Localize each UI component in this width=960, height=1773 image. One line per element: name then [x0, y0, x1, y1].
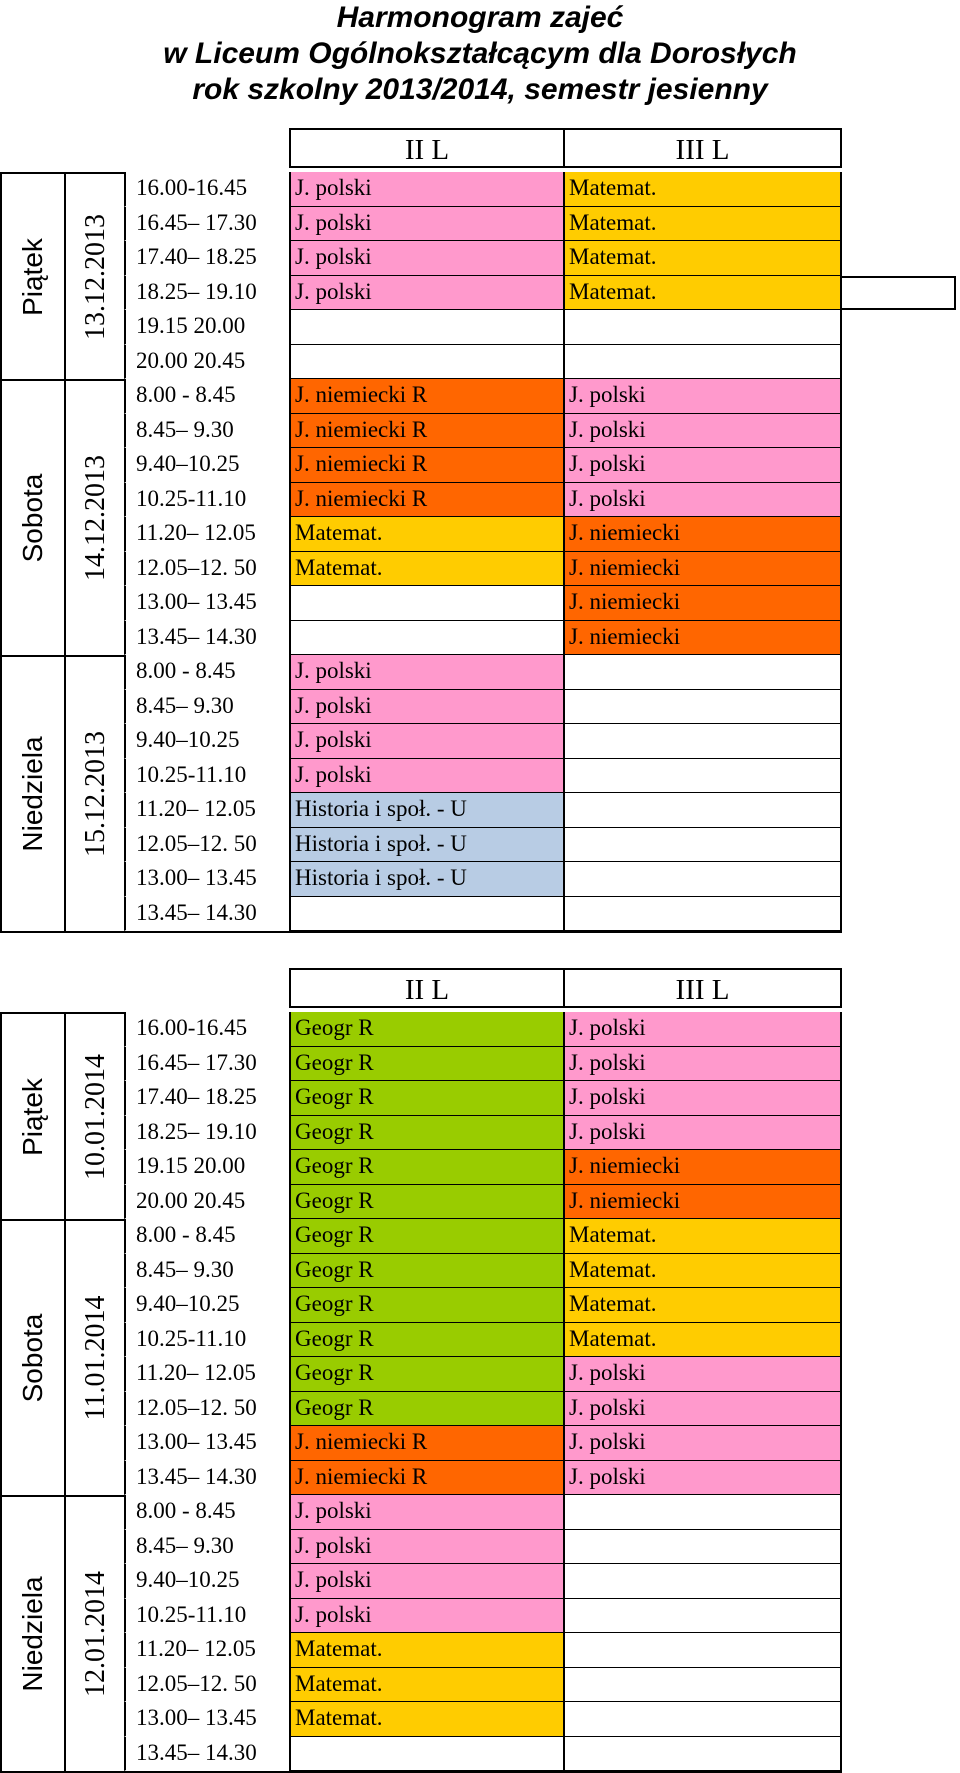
time-cell: 11.20– 12.05 — [124, 1633, 289, 1668]
schedule-row — [0, 621, 960, 656]
schedule-row — [0, 1426, 960, 1461]
subject-cell-ii-l: Geogr R — [289, 1185, 565, 1220]
subject-cell-iii-l: Matemat. — [565, 172, 842, 207]
time-cell: 12.05–12. 50 — [124, 828, 289, 863]
time-cell: 8.00 - 8.45 — [124, 379, 289, 414]
subject-cell-iii-l — [565, 1599, 842, 1634]
schedule-row — [0, 897, 960, 932]
subject-cell-iii-l — [565, 828, 842, 863]
subject-cell-iii-l: J. niemiecki — [565, 1185, 842, 1220]
time-cell: 16.45– 17.30 — [124, 1047, 289, 1082]
subject-cell-ii-l: J. polski — [289, 759, 565, 794]
day-label: Piątek — [17, 1077, 48, 1156]
subject-cell-ii-l: Matemat. — [289, 1633, 565, 1668]
date-label: 14.12.2013 — [80, 455, 111, 581]
subject-cell-iii-l — [565, 1633, 842, 1668]
time-cell: 18.25– 19.10 — [124, 276, 289, 311]
schedule-row — [0, 1047, 960, 1082]
schedule-row — [0, 483, 960, 518]
day-label: Niedziela — [17, 1576, 48, 1692]
subject-cell-ii-l: Geogr R — [289, 1254, 565, 1289]
subject-cell-ii-l: Geogr R — [289, 1357, 565, 1392]
subject-cell-iii-l — [565, 1564, 842, 1599]
subject-cell-ii-l: Matemat. — [289, 552, 565, 587]
date-label: 15.12.2013 — [80, 731, 111, 857]
schedule-row — [0, 862, 960, 897]
subject-cell-iii-l: Matemat. — [565, 1219, 842, 1254]
time-cell: 11.20– 12.05 — [124, 517, 289, 552]
date-label: 10.01.2014 — [80, 1053, 111, 1180]
time-cell: 13.00– 13.45 — [124, 1702, 289, 1737]
time-cell: 16.00-16.45 — [124, 1012, 289, 1047]
subject-cell-iii-l — [565, 1495, 842, 1530]
time-cell: 10.25-11.10 — [124, 759, 289, 794]
table-bottom-border — [124, 931, 842, 933]
day-label: Sobota — [17, 1313, 48, 1403]
schedule-row — [0, 1461, 960, 1496]
subject-cell-iii-l: J. polski — [565, 1012, 842, 1047]
schedule-row — [0, 759, 960, 794]
schedule-row — [0, 1185, 960, 1220]
subject-cell-iii-l: J. niemiecki — [565, 621, 842, 656]
time-cell: 10.25-11.10 — [124, 483, 289, 518]
column-header-iii-l: III L — [565, 128, 842, 168]
subject-cell-iii-l — [565, 759, 842, 794]
schedule-table-december — [0, 128, 960, 928]
time-cell: 11.20– 12.05 — [124, 793, 289, 828]
schedule-row — [0, 1081, 960, 1116]
schedule-row — [0, 1599, 960, 1634]
subject-cell-ii-l — [289, 345, 565, 380]
subject-cell-iii-l: J. polski — [565, 1357, 842, 1392]
schedule-row — [0, 1116, 960, 1151]
time-cell: 20.00 20.45 — [124, 1185, 289, 1220]
subject-cell-ii-l: Geogr R — [289, 1116, 565, 1151]
schedule-row — [0, 586, 960, 621]
subject-cell-iii-l: J. niemiecki — [565, 517, 842, 552]
subject-cell-ii-l: J. polski — [289, 172, 565, 207]
time-cell: 9.40–10.25 — [124, 1564, 289, 1599]
time-cell: 10.25-11.10 — [124, 1323, 289, 1358]
time-cell: 17.40– 18.25 — [124, 241, 289, 276]
subject-cell-iii-l — [565, 1530, 842, 1565]
subject-cell-iii-l: J. niemiecki — [565, 586, 842, 621]
time-cell: 19.15 20.00 — [124, 1150, 289, 1185]
time-cell: 8.00 - 8.45 — [124, 655, 289, 690]
subject-cell-iii-l: Matemat. — [565, 1323, 842, 1358]
subject-cell-ii-l: Geogr R — [289, 1392, 565, 1427]
schedule-row — [0, 1668, 960, 1703]
column-header-ii-l: II L — [289, 968, 565, 1008]
schedule-row — [0, 207, 960, 242]
schedule-row — [0, 690, 960, 725]
day-label: Niedziela — [17, 736, 48, 852]
subject-cell-ii-l: J. polski — [289, 241, 565, 276]
subject-cell-ii-l: J. polski — [289, 724, 565, 759]
schedule-row — [0, 1702, 960, 1737]
subject-cell-ii-l: Geogr R — [289, 1288, 565, 1323]
subject-cell-ii-l: Geogr R — [289, 1012, 565, 1047]
schedule-table-january — [0, 968, 960, 1768]
date-label: 11.01.2014 — [80, 1295, 111, 1421]
schedule-row — [0, 1288, 960, 1323]
subject-cell-ii-l — [289, 621, 565, 656]
subject-cell-iii-l: J. niemiecki — [565, 552, 842, 587]
subject-cell-ii-l: J. polski — [289, 276, 565, 311]
schedule-row — [0, 276, 960, 311]
time-cell: 9.40–10.25 — [124, 724, 289, 759]
time-cell: 11.20– 12.05 — [124, 1357, 289, 1392]
schedule-row — [0, 828, 960, 863]
subject-cell-iii-l — [565, 862, 842, 897]
subject-cell-ii-l: J. niemiecki R — [289, 483, 565, 518]
column-header-iii-l: III L — [565, 968, 842, 1008]
schedule-row — [0, 552, 960, 587]
subject-cell-iii-l — [565, 1702, 842, 1737]
subject-cell-iii-l: Matemat. — [565, 241, 842, 276]
time-cell: 8.45– 9.30 — [124, 414, 289, 449]
subject-cell-ii-l: Matemat. — [289, 1702, 565, 1737]
subject-cell-iii-l — [565, 310, 842, 345]
time-cell: 8.45– 9.30 — [124, 1530, 289, 1565]
subject-cell-ii-l: Geogr R — [289, 1219, 565, 1254]
column-header-ii-l: II L — [289, 128, 565, 168]
subject-cell-iii-l — [565, 724, 842, 759]
subject-cell-ii-l: Geogr R — [289, 1150, 565, 1185]
schedule-row — [0, 1150, 960, 1185]
date-label: 13.12.2013 — [80, 213, 111, 340]
title-line-2: w Liceum Ogólnokształcącym dla Dorosłych — [163, 37, 797, 70]
schedule-row — [0, 1392, 960, 1427]
subject-cell-ii-l: J. polski — [289, 655, 565, 690]
time-cell: 13.00– 13.45 — [124, 586, 289, 621]
schedule-row — [0, 345, 960, 380]
subject-cell-ii-l: J. polski — [289, 1530, 565, 1565]
time-cell: 8.00 - 8.45 — [124, 1495, 289, 1530]
schedule-row — [0, 379, 960, 414]
time-cell: 16.00-16.45 — [124, 172, 289, 207]
subject-cell-iii-l: Matemat. — [565, 1254, 842, 1289]
time-cell: 10.25-11.10 — [124, 1599, 289, 1634]
schedule-row — [0, 241, 960, 276]
schedule-row — [0, 724, 960, 759]
time-cell: 8.45– 9.30 — [124, 690, 289, 725]
time-cell: 12.05–12. 50 — [124, 552, 289, 587]
title-line-3: rok szkolny 2013/2014, semestr jesienny — [192, 73, 768, 106]
time-cell: 13.00– 13.45 — [124, 862, 289, 897]
time-cell: 20.00 20.45 — [124, 345, 289, 380]
subject-cell-iii-l — [565, 345, 842, 380]
subject-cell-ii-l: Historia i społ. - U — [289, 862, 565, 897]
subject-cell-ii-l: J. polski — [289, 1599, 565, 1634]
subject-cell-iii-l — [565, 655, 842, 690]
subject-cell-iii-l: Matemat. — [565, 276, 842, 311]
schedule-row — [0, 1737, 960, 1772]
schedule-row — [0, 310, 960, 345]
subject-cell-ii-l: Geogr R — [289, 1047, 565, 1082]
schedule-row — [0, 655, 960, 690]
schedule-row — [0, 448, 960, 483]
time-cell: 13.45– 14.30 — [124, 897, 289, 932]
schedule-row — [0, 517, 960, 552]
subject-cell-iii-l: J. polski — [565, 448, 842, 483]
time-cell: 9.40–10.25 — [124, 448, 289, 483]
time-cell: 12.05–12. 50 — [124, 1392, 289, 1427]
subject-cell-ii-l: Geogr R — [289, 1323, 565, 1358]
subject-cell-ii-l: Matemat. — [289, 1668, 565, 1703]
subject-cell-iii-l — [565, 793, 842, 828]
time-cell: 13.00– 13.45 — [124, 1426, 289, 1461]
schedule-row — [0, 1323, 960, 1358]
subject-cell-ii-l: J. niemiecki R — [289, 448, 565, 483]
subject-cell-iii-l: J. polski — [565, 414, 842, 449]
time-cell: 18.25– 19.10 — [124, 1116, 289, 1151]
subject-cell-iii-l: J. polski — [565, 1116, 842, 1151]
subject-cell-ii-l — [289, 897, 565, 932]
schedule-row — [0, 793, 960, 828]
subject-cell-ii-l: J. niemiecki R — [289, 379, 565, 414]
subject-cell-iii-l — [565, 897, 842, 932]
time-cell: 12.05–12. 50 — [124, 1668, 289, 1703]
subject-cell-iii-l: J. polski — [565, 1392, 842, 1427]
schedule-row — [0, 172, 960, 207]
time-cell: 19.15 20.00 — [124, 310, 289, 345]
schedule-row — [0, 1495, 960, 1530]
schedule-row — [0, 1564, 960, 1599]
time-cell: 8.45– 9.30 — [124, 1254, 289, 1289]
schedule-row — [0, 1633, 960, 1668]
day-label: Sobota — [17, 473, 48, 563]
schedule-row — [0, 414, 960, 449]
subject-cell-iii-l — [565, 1737, 842, 1772]
subject-cell-iii-l — [565, 1668, 842, 1703]
subject-cell-ii-l: J. niemiecki R — [289, 1426, 565, 1461]
subject-cell-iii-l: J. polski — [565, 483, 842, 518]
day-label: Piątek — [17, 237, 48, 316]
time-cell: 16.45– 17.30 — [124, 207, 289, 242]
subject-cell-iii-l: J. niemiecki — [565, 1150, 842, 1185]
schedule-row — [0, 1012, 960, 1047]
subject-cell-iii-l — [565, 690, 842, 725]
subject-cell-iii-l: J. polski — [565, 1461, 842, 1496]
subject-cell-ii-l — [289, 586, 565, 621]
subject-cell-iii-l: J. polski — [565, 1081, 842, 1116]
subject-cell-ii-l: J. polski — [289, 690, 565, 725]
subject-cell-ii-l: J. niemiecki R — [289, 414, 565, 449]
subject-cell-ii-l — [289, 1737, 565, 1772]
subject-cell-ii-l — [289, 310, 565, 345]
date-label: 12.01.2014 — [80, 1571, 111, 1697]
empty-stub-cell — [842, 276, 956, 311]
subject-cell-ii-l: Geogr R — [289, 1081, 565, 1116]
schedule-row — [0, 1530, 960, 1565]
subject-cell-iii-l: J. polski — [565, 1426, 842, 1461]
subject-cell-ii-l: J. polski — [289, 1495, 565, 1530]
time-cell: 8.00 - 8.45 — [124, 1219, 289, 1254]
subject-cell-iii-l: Matemat. — [565, 207, 842, 242]
subject-cell-ii-l: Historia i społ. - U — [289, 828, 565, 863]
subject-cell-iii-l: J. polski — [565, 379, 842, 414]
time-cell: 17.40– 18.25 — [124, 1081, 289, 1116]
time-cell: 13.45– 14.30 — [124, 621, 289, 656]
schedule-row — [0, 1219, 960, 1254]
subject-cell-ii-l: J. polski — [289, 207, 565, 242]
time-cell: 13.45– 14.30 — [124, 1737, 289, 1772]
subject-cell-ii-l: Historia i społ. - U — [289, 793, 565, 828]
page-title — [0, 0, 960, 108]
schedule-row — [0, 1254, 960, 1289]
subject-cell-ii-l: Matemat. — [289, 517, 565, 552]
subject-cell-ii-l: J. niemiecki R — [289, 1461, 565, 1496]
schedule-row — [0, 1357, 960, 1392]
subject-cell-iii-l: J. polski — [565, 1047, 842, 1082]
subject-cell-ii-l: J. polski — [289, 1564, 565, 1599]
subject-cell-iii-l: Matemat. — [565, 1288, 842, 1323]
title-line-1: Harmonogram zajeć — [336, 1, 624, 34]
time-cell: 13.45– 14.30 — [124, 1461, 289, 1496]
time-cell: 9.40–10.25 — [124, 1288, 289, 1323]
